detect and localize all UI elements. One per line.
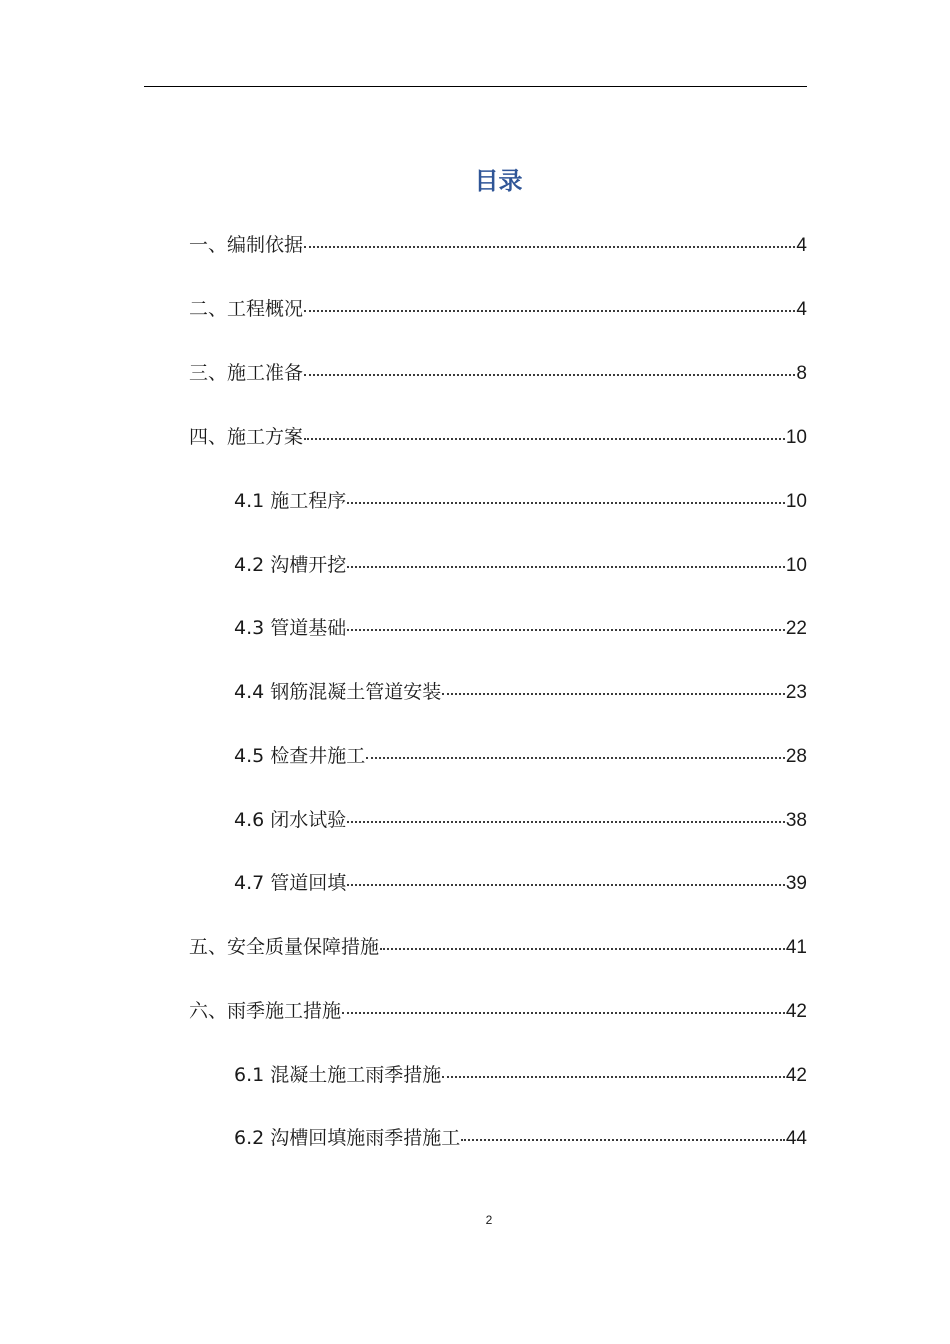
toc-entry[interactable] — [234, 1124, 807, 1152]
toc-entry-label: 五、安全质量保障措施 — [189, 936, 380, 958]
dot-leader — [342, 1012, 785, 1014]
toc-entry-page: 10 — [785, 555, 807, 576]
dot-leader — [304, 246, 795, 248]
toc-entry-label: 4.4 钢筋混凝土管道安装 — [234, 681, 442, 703]
toc-entry-page: 4 — [796, 235, 807, 256]
dot-leader — [347, 884, 785, 886]
dot-leader — [366, 757, 785, 759]
toc-entry-label: 6.2 沟槽回填施雨季措施工 — [234, 1127, 461, 1149]
dot-leader — [347, 629, 785, 631]
toc-entry-label: 4.1 施工程序 — [234, 490, 347, 512]
toc-entry-page: 28 — [785, 746, 807, 767]
toc-entry-label: 6.1 混凝土施工雨季措施 — [234, 1064, 442, 1086]
dot-leader — [304, 438, 785, 440]
toc-entry[interactable] — [234, 614, 807, 642]
toc-entry[interactable] — [234, 869, 807, 897]
toc-entry-label: 六、雨季施工措施 — [189, 1000, 342, 1022]
toc-entry[interactable] — [234, 678, 807, 706]
toc-entry[interactable] — [189, 997, 807, 1025]
toc-entry-page: 10 — [785, 427, 807, 448]
dot-leader — [347, 821, 785, 823]
toc-entry-page: 42 — [785, 1001, 807, 1022]
toc-entry-page: 4 — [796, 299, 807, 320]
toc-entry-label: 4.6 闭水试验 — [234, 809, 347, 831]
dot-leader — [442, 693, 785, 695]
toc-entry-label: 4.7 管道回填 — [234, 872, 347, 894]
toc-entry-page: 10 — [785, 491, 807, 512]
dot-leader — [347, 502, 785, 504]
toc-title: 目录 — [474, 167, 523, 195]
toc-entry[interactable] — [234, 806, 807, 834]
toc-entry-page: 38 — [785, 810, 807, 831]
dot-leader — [304, 310, 795, 312]
toc-entry-label: 4.2 沟槽开挖 — [234, 554, 347, 576]
toc-entry-label: 一、编制依据 — [189, 234, 304, 256]
toc-entry[interactable] — [189, 933, 807, 961]
dot-leader — [442, 1076, 785, 1078]
toc-entry-label: 四、施工方案 — [189, 426, 304, 448]
toc-entry[interactable] — [189, 295, 807, 323]
toc-entry-label: 三、施工准备 — [189, 362, 304, 384]
toc-entry[interactable] — [234, 742, 807, 770]
toc-entry-label: 4.3 管道基础 — [234, 617, 347, 639]
toc-entry-label: 4.5 检查井施工 — [234, 745, 366, 767]
toc-entry[interactable] — [234, 1061, 807, 1089]
toc-entry-page: 42 — [785, 1065, 807, 1086]
toc-entry-page: 22 — [785, 618, 807, 639]
dot-leader — [347, 566, 785, 568]
page-number: 2 — [485, 1213, 493, 1227]
toc-entry[interactable] — [189, 423, 807, 451]
toc-entry[interactable] — [234, 551, 807, 579]
toc-entry-page: 44 — [785, 1128, 807, 1149]
toc-entry[interactable] — [189, 231, 807, 259]
toc-entry-page: 23 — [785, 682, 807, 703]
toc-entry-page: 8 — [796, 363, 807, 384]
dot-leader — [461, 1139, 785, 1141]
toc-entry-page: 41 — [785, 937, 807, 958]
toc-entry[interactable] — [189, 359, 807, 387]
toc-entry-page: 39 — [785, 873, 807, 894]
toc-entry-label: 二、工程概况 — [189, 298, 304, 320]
dot-leader — [304, 374, 795, 376]
dot-leader — [380, 948, 785, 950]
toc-entry[interactable] — [234, 487, 807, 515]
